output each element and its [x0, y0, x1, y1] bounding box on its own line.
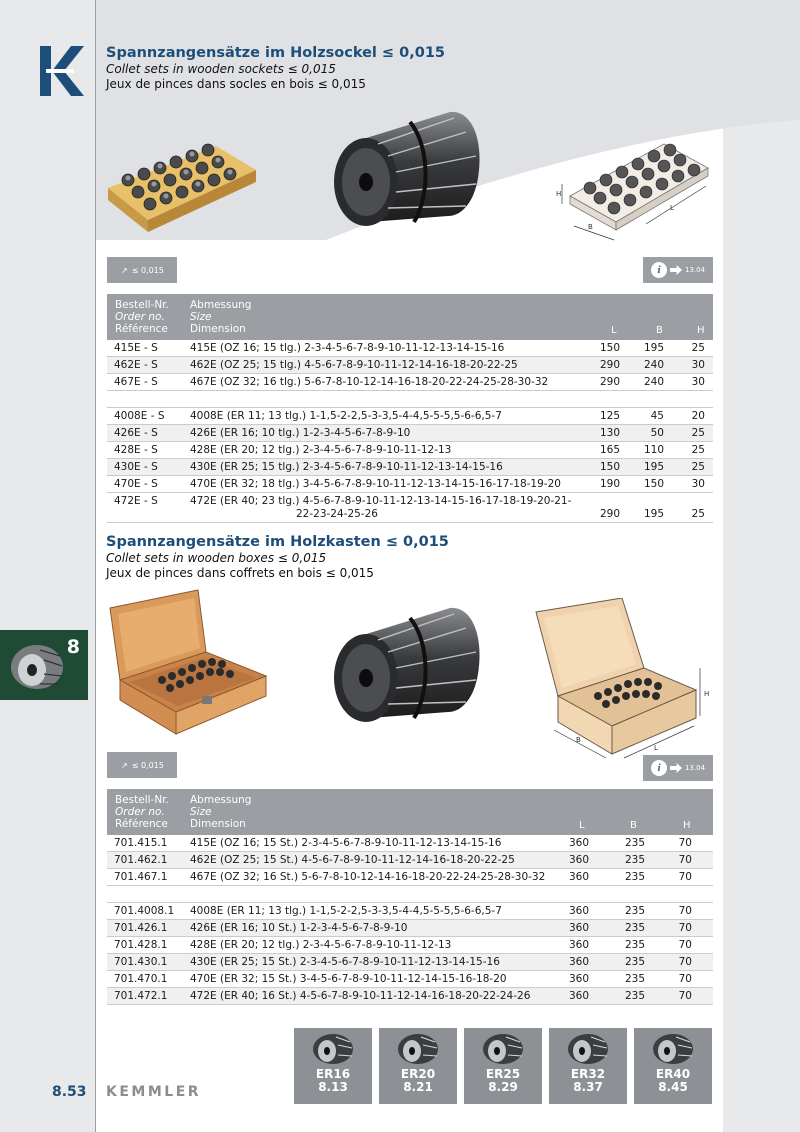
row-h: 70: [678, 905, 692, 917]
row-desc: 415E (OZ 16; 15 St.) 2-3-4-5-6-7-8-9-10-11-12-13-14-15-16: [190, 837, 502, 849]
section1-table: [107, 294, 713, 523]
precision-arrow-icon: ↗: [121, 265, 128, 275]
row-b: 235: [624, 973, 645, 985]
row-l: 360: [568, 990, 589, 1002]
row-ref: 701.467.1: [114, 871, 168, 883]
table-row: [107, 442, 713, 459]
table-spacer-row: [107, 391, 713, 408]
nav-button-label: [294, 1068, 372, 1094]
row-desc: 467E (OZ 32; 16 tlg.) 5-6-7-8-10-12-14-16-18-20-22-24-25-28-30-32: [190, 376, 549, 388]
row-desc: 430E (ER 25; 15 tlg.) 2-3-4-5-6-7-8-9-10-11-12-13-14-15-16: [190, 461, 503, 473]
header-ref-fr: Référence: [115, 818, 168, 830]
row-desc: 426E (ER 16; 10 St.) 1-2-3-4-5-6-7-8-9-10: [190, 922, 408, 934]
row-desc: 426E (ER 16; 10 tlg.) 1-2-3-4-5-6-7-8-9-10: [190, 427, 411, 439]
header-h: H: [683, 820, 691, 831]
section1-group1: [107, 340, 713, 391]
row-l: 360: [568, 956, 589, 968]
section2-table: [107, 789, 713, 1005]
wooden-socket-photo: [106, 128, 258, 238]
table-row: [107, 493, 713, 523]
section1-table-header: [107, 294, 713, 340]
row-l: 360: [568, 905, 589, 917]
row-b: 195: [643, 342, 664, 354]
svg-text:B: B: [576, 736, 581, 744]
nav-page-label: 8.21: [403, 1080, 433, 1094]
nav-page-label: 8.37: [573, 1080, 603, 1094]
row-desc: 428E (ER 20; 12 tlg.) 2-3-4-5-6-7-8-9-10-11-12-13: [190, 444, 452, 456]
row-h: 20: [691, 410, 705, 422]
row-l: 360: [568, 973, 589, 985]
collet-tab-icon: [10, 642, 64, 692]
row-desc: 470E (ER 32; 18 tlg.) 3-4-5-6-7-8-9-10-11-12-13-14-15-16-17-18-19-20: [190, 478, 561, 490]
header-dim-en: Size: [190, 806, 212, 818]
svg-text:B: B: [588, 223, 593, 231]
collet-icon: [397, 1032, 439, 1066]
table-row: [107, 869, 713, 886]
nav-page-label: 8.29: [488, 1080, 518, 1094]
row-h: 30: [691, 478, 705, 490]
row-ref: 701.472.1: [114, 990, 168, 1002]
precision-badge-1-label: ≤ 0,015: [131, 265, 164, 275]
left-margin-panel: [0, 0, 95, 1132]
row-h: 25: [691, 427, 705, 439]
table-row: [107, 852, 713, 869]
table-row: [107, 954, 713, 971]
row-ref: 701.430.1: [114, 956, 168, 968]
row-ref: 428E - S: [114, 444, 158, 456]
row-l: 150: [599, 342, 620, 354]
row-b: 45: [650, 410, 664, 422]
row-b: 195: [643, 461, 664, 473]
collet-icon: [482, 1032, 524, 1066]
row-l: 360: [568, 939, 589, 951]
section1-title-en: Collet sets in wooden sockets ≤ 0,015: [106, 62, 336, 76]
row-l: 125: [599, 410, 620, 422]
row-ref: 701.462.1: [114, 854, 168, 866]
row-h: 25: [691, 444, 705, 456]
row-desc-line2: 22-23-24-25-26: [296, 508, 378, 520]
table-row: [107, 374, 713, 391]
row-b: 150: [643, 478, 664, 490]
header-h: H: [697, 325, 705, 336]
section2-title-de: Spannzangensätze im Holzkasten ≤ 0,015: [106, 534, 449, 550]
table-row: [107, 988, 713, 1005]
table-row: [107, 425, 713, 442]
row-h: 30: [691, 376, 705, 388]
nav-button-label: [464, 1068, 542, 1094]
nav-size-label: ER32: [570, 1067, 606, 1081]
row-ref: 4008E - S: [114, 410, 165, 422]
row-l: 190: [599, 478, 620, 490]
row-desc: [190, 495, 600, 521]
precision-badge-2: [107, 752, 177, 778]
row-ref: 467E - S: [114, 376, 158, 388]
row-b: 235: [624, 956, 645, 968]
collet-icon: [567, 1032, 609, 1066]
section1-title-block: [106, 44, 445, 92]
wooden-box-photo: [106, 588, 270, 738]
table-row: [107, 920, 713, 937]
row-ref: 701.415.1: [114, 837, 168, 849]
header-dim-fr: Dimension: [190, 323, 246, 335]
nav-page-label: 8.45: [658, 1080, 688, 1094]
row-desc: 470E (ER 32; 15 St.) 3-4-5-6-7-8-9-10-11-12-14-15-16-18-20: [190, 973, 507, 985]
table-row: [107, 937, 713, 954]
row-b: 235: [624, 837, 645, 849]
section2-title-block: [106, 533, 449, 581]
table-row: [107, 835, 713, 852]
row-h: 70: [678, 922, 692, 934]
header-b: B: [630, 820, 637, 831]
nav-button-label: [379, 1068, 457, 1094]
section2-group2: [107, 903, 713, 1005]
row-b: 235: [624, 905, 645, 917]
row-l: 130: [599, 427, 620, 439]
table-spacer-row: [107, 886, 713, 903]
table-row: [107, 408, 713, 425]
row-desc-line1: 472E (ER 40; 23 tlg.) 4-5-6-7-8-9-10-11-12-13-14-15-16-17-18-19-20-21-: [190, 495, 572, 507]
row-h: 70: [678, 990, 692, 1002]
header-ref-en: Order no.: [115, 311, 165, 323]
socket-dimension-drawing: [556, 126, 716, 242]
header-l: L: [611, 325, 617, 336]
row-b: 110: [643, 444, 664, 456]
row-b: 235: [624, 871, 645, 883]
header-ref-fr: Référence: [115, 323, 168, 335]
brand-name: KEMMLER: [106, 1084, 202, 1100]
row-desc: 462E (OZ 25; 15 tlg.) 4-5-6-7-8-9-10-11-12-14-16-18-20-22-25: [190, 359, 518, 371]
precision-arrow-icon: ↗: [121, 760, 128, 770]
row-l: 360: [568, 922, 589, 934]
section2-group1: [107, 835, 713, 886]
info-reference-badge-1-label: 13.04: [685, 266, 706, 274]
header-dim-de: Abmessung: [190, 299, 252, 311]
section1-title-fr: Jeux de pinces dans socles en bois ≤ 0,015: [106, 77, 366, 91]
arrow-right-icon: [670, 265, 682, 275]
row-desc: 4008E (ER 11; 13 tlg.) 1-1,5-2-2,5-3-3,5-4-4,5-5-5,5-6-6,5-7: [190, 410, 502, 422]
row-h: 25: [691, 342, 705, 354]
header-dim-de: Abmessung: [190, 794, 252, 806]
row-h: 25: [691, 461, 705, 473]
chapter-number: 8: [66, 636, 80, 658]
row-l: 290: [599, 508, 620, 520]
section2-table-header: [107, 789, 713, 835]
section1-title-de: Spannzangensätze im Holzsockel ≤ 0,015: [106, 45, 445, 61]
svg-text:H: H: [704, 690, 710, 698]
collet-icon: [312, 1032, 354, 1066]
nav-size-label: ER20: [400, 1067, 436, 1081]
row-desc: 430E (ER 25; 15 St.) 2-3-4-5-6-7-8-9-10-11-12-13-14-15-16: [190, 956, 500, 968]
row-h: 30: [691, 359, 705, 371]
nav-button-er32[interactable]: [549, 1028, 627, 1104]
row-l: 165: [599, 444, 620, 456]
row-h: 70: [678, 837, 692, 849]
section2-title-en: Collet sets in wooden boxes ≤ 0,015: [106, 551, 327, 565]
nav-size-label: ER25: [485, 1067, 521, 1081]
row-desc: 472E (ER 40; 16 St.) 4-5-6-7-8-9-10-11-12-14-16-18-20-22-24-26: [190, 990, 531, 1002]
row-desc: 428E (ER 20; 12 tlg.) 2-3-4-5-6-7-8-9-10-11-12-13: [190, 939, 452, 951]
kemmler-logo: [38, 44, 84, 98]
nav-button-label: [549, 1068, 627, 1094]
row-b: 235: [624, 922, 645, 934]
row-l: 290: [599, 376, 620, 388]
row-ref: 415E - S: [114, 342, 158, 354]
page-number: [52, 1084, 87, 1100]
row-desc: 4008E (ER 11; 13 tlg.) 1-1,5-2-2,5-3-3,5-4-4,5-5-5,5-6-6,5-7: [190, 905, 502, 917]
section1-group2: [107, 408, 713, 493]
nav-button-er20[interactable]: [379, 1028, 457, 1104]
header-b: B: [656, 325, 663, 336]
row-desc: 462E (OZ 25; 15 St.) 4-5-6-7-8-9-10-11-12-14-16-18-20-22-25: [190, 854, 515, 866]
nav-button-er40[interactable]: [634, 1028, 712, 1104]
table-row: [107, 459, 713, 476]
row-h: 70: [678, 854, 692, 866]
header-ref-de: Bestell-Nr.: [115, 794, 169, 806]
header-ref-en: Order no.: [115, 806, 165, 818]
arrow-right-icon: [670, 763, 682, 773]
row-h: 25: [691, 508, 705, 520]
table-row: [107, 357, 713, 374]
header-dim-fr: Dimension: [190, 818, 246, 830]
info-icon: i: [651, 760, 667, 776]
row-l: 150: [599, 461, 620, 473]
nav-button-label: [634, 1068, 712, 1094]
chapter-tab[interactable]: [0, 630, 88, 700]
row-b: 235: [624, 854, 645, 866]
row-ref: 470E - S: [114, 478, 158, 490]
row-ref: 701.4008.1: [114, 905, 175, 917]
row-h: 70: [678, 871, 692, 883]
row-ref: 472E - S: [114, 495, 158, 507]
table-row: [107, 903, 713, 920]
row-ref: 701.470.1: [114, 973, 168, 985]
row-ref: 462E - S: [114, 359, 158, 371]
table-row: [107, 971, 713, 988]
row-b: 240: [643, 359, 664, 371]
row-h: 70: [678, 956, 692, 968]
section2-title-fr: Jeux de pinces dans coffrets en bois ≤ 0,015: [106, 566, 374, 580]
header-dim-en: Size: [190, 311, 212, 323]
row-ref: 426E - S: [114, 427, 158, 439]
row-h: 70: [678, 939, 692, 951]
collet-photo-2: [330, 596, 482, 730]
page-number-text: 8.53: [52, 1084, 87, 1100]
collet-photo: [330, 100, 482, 234]
box-dimension-drawing: [532, 598, 716, 764]
svg-text:L: L: [654, 744, 658, 752]
row-l: 290: [599, 359, 620, 371]
precision-badge-1: [107, 257, 177, 283]
info-reference-badge-2-label: 13.04: [685, 764, 706, 772]
row-b: 235: [624, 939, 645, 951]
row-l: 360: [568, 837, 589, 849]
info-reference-badge-2[interactable]: [643, 755, 713, 781]
row-b: 195: [643, 508, 664, 520]
row-desc: 415E (OZ 16; 15 tlg.) 2-3-4-5-6-7-8-9-10-11-12-13-14-15-16: [190, 342, 505, 354]
table-row: [107, 340, 713, 357]
row-b: 240: [643, 376, 664, 388]
row-l: 360: [568, 871, 589, 883]
nav-button-er25[interactable]: [464, 1028, 542, 1104]
info-reference-badge-1[interactable]: [643, 257, 713, 283]
row-h: 70: [678, 973, 692, 985]
collet-size-navigation: [294, 1028, 712, 1104]
header-ref-de: Bestell-Nr.: [115, 299, 169, 311]
row-desc: 467E (OZ 32; 16 St.) 5-6-7-8-10-12-14-16-18-20-22-24-25-28-30-32: [190, 871, 546, 883]
svg-text:H: H: [556, 190, 562, 198]
nav-button-er16[interactable]: [294, 1028, 372, 1104]
row-ref: 701.428.1: [114, 939, 168, 951]
nav-page-label: 8.13: [318, 1080, 348, 1094]
precision-badge-2-label: ≤ 0,015: [131, 760, 164, 770]
header-l: L: [579, 820, 585, 831]
row-b: 235: [624, 990, 645, 1002]
table-row: [107, 476, 713, 493]
row-l: 360: [568, 854, 589, 866]
row-ref: 701.426.1: [114, 922, 168, 934]
nav-size-label: ER40: [655, 1067, 691, 1081]
svg-text:L: L: [670, 204, 674, 212]
row-ref: 430E - S: [114, 461, 158, 473]
collet-icon: [652, 1032, 694, 1066]
nav-size-label: ER16: [315, 1067, 351, 1081]
info-icon: i: [651, 262, 667, 278]
row-b: 50: [650, 427, 664, 439]
